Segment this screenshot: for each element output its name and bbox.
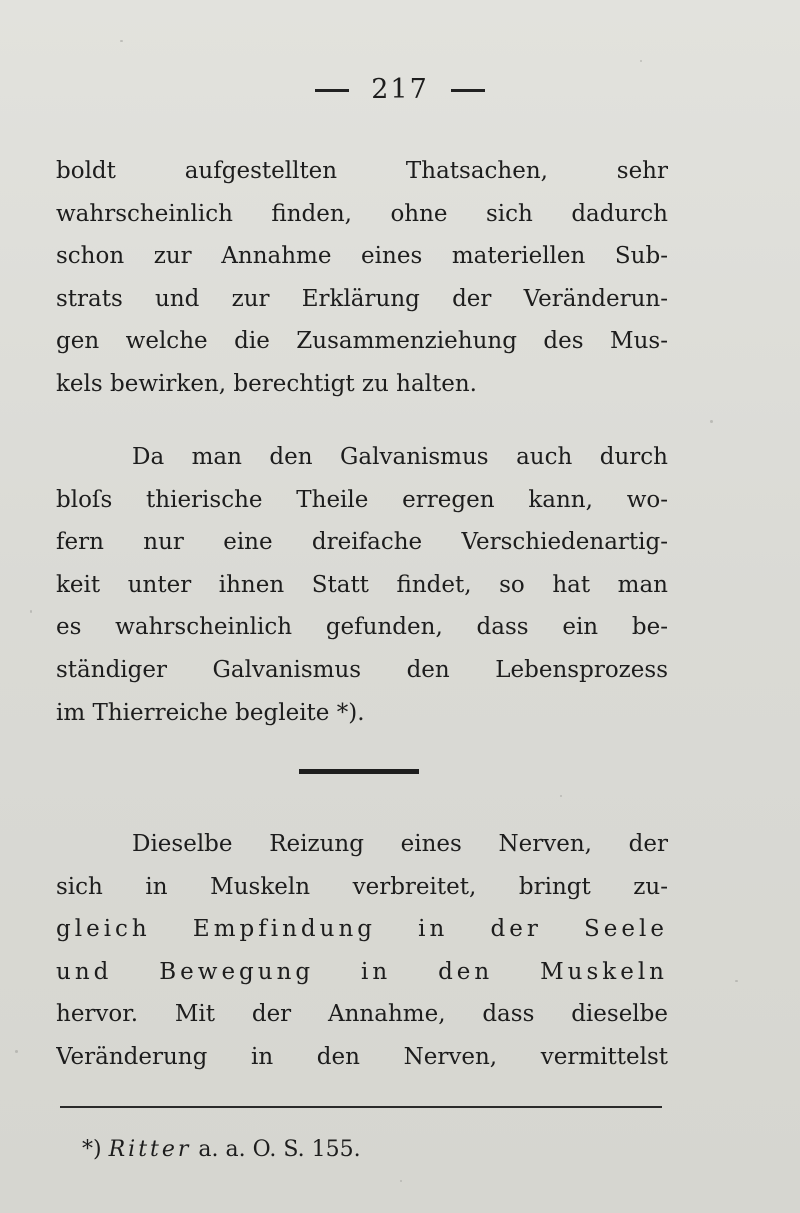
paper-speck	[30, 610, 32, 613]
footnote-marker: *)	[82, 1137, 102, 1162]
text-line: gleich Empfindung in der Seele	[56, 916, 668, 943]
page-number: 217	[371, 74, 429, 105]
text-line: keit unter ihnen Statt findet, so hat man	[56, 571, 668, 598]
text-line: gen welche die Zusammenziehung des Mus-	[56, 328, 668, 355]
text-line: Veränderung in den Nerven, vermittelst	[56, 1043, 668, 1070]
text-line: ständiger Galvanismus den Lebensprozess	[56, 656, 668, 683]
footnote-author: Ritter	[108, 1137, 192, 1162]
text-line: im Thierreiche begleite *).	[56, 699, 365, 726]
paper-speck	[640, 60, 642, 62]
paragraph-1	[56, 150, 668, 406]
footnote-rule	[60, 1106, 662, 1108]
text-line: Da man den Galvanismus auch durch	[132, 444, 668, 470]
paper-speck	[120, 40, 123, 42]
text-line: schon zur Annahme eines materiellen Sub-	[56, 243, 668, 270]
header-dash-left	[315, 89, 349, 92]
paper-speck	[15, 1050, 18, 1053]
paragraph-2	[56, 436, 668, 734]
text-line: boldt aufgestellten Thatsachen, sehr	[56, 158, 668, 184]
section-separator	[299, 769, 419, 774]
paper-speck	[735, 980, 738, 982]
text-line: kels bewirken, berechtigt zu halten.	[56, 370, 477, 397]
footnote	[82, 1137, 361, 1162]
text-line: es wahrscheinlich gefunden, dass ein be-	[56, 614, 668, 641]
footnote-reference: a. a. O. S. 155.	[198, 1137, 361, 1162]
text-line: fern nur eine dreifache Verschiedenartig-	[56, 529, 668, 556]
header-dash-right	[451, 89, 485, 92]
paper-speck	[400, 1180, 402, 1182]
text-line: strats und zur Erklärung der Veränderun-	[56, 285, 668, 312]
text-line: hervor. Mit der Annahme, dass dieselbe	[56, 1001, 668, 1028]
text-line: wahrscheinlich finden, ohne sich dadurch	[56, 200, 668, 227]
paper-speck	[710, 420, 713, 423]
paper-speck	[560, 795, 562, 797]
text-line: bloſs thierische Theile erregen kann, wo-	[56, 486, 668, 513]
running-header	[0, 74, 800, 105]
text-line: sich in Muskeln verbreitet, bringt zu-	[56, 873, 668, 900]
paragraph-3	[56, 823, 668, 1079]
text-line: Dieselbe Reizung eines Nerven, der	[132, 831, 668, 857]
text-line: und Bewegung in den Muskeln	[56, 958, 668, 985]
